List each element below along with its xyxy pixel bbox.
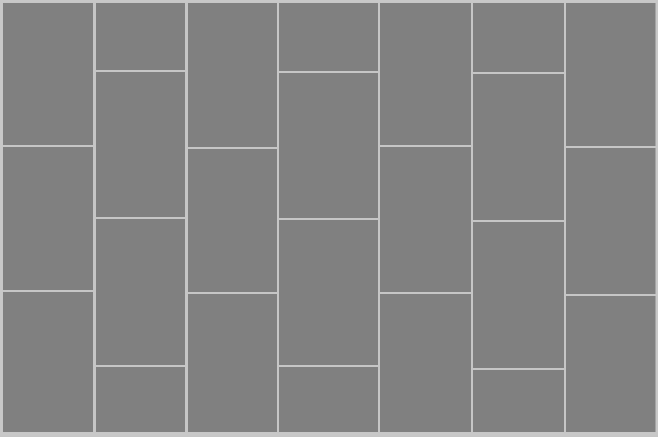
tile (96, 72, 185, 217)
tile (279, 367, 378, 432)
tile (3, 292, 93, 432)
tile (3, 3, 93, 145)
tile (188, 294, 277, 432)
tile (279, 220, 378, 365)
tile (473, 74, 564, 220)
tile (473, 370, 564, 432)
tile (96, 219, 185, 365)
tile (96, 3, 185, 70)
tile (188, 3, 277, 147)
tile (3, 147, 93, 290)
tile (279, 3, 378, 71)
tile (566, 148, 656, 294)
tile (566, 296, 656, 432)
tile (566, 3, 656, 146)
tile (380, 147, 471, 292)
tile (380, 294, 471, 432)
tile (188, 149, 277, 292)
tile (380, 3, 471, 145)
tile (279, 73, 378, 218)
tile (473, 222, 564, 368)
tile (96, 367, 185, 432)
tile (473, 3, 564, 72)
